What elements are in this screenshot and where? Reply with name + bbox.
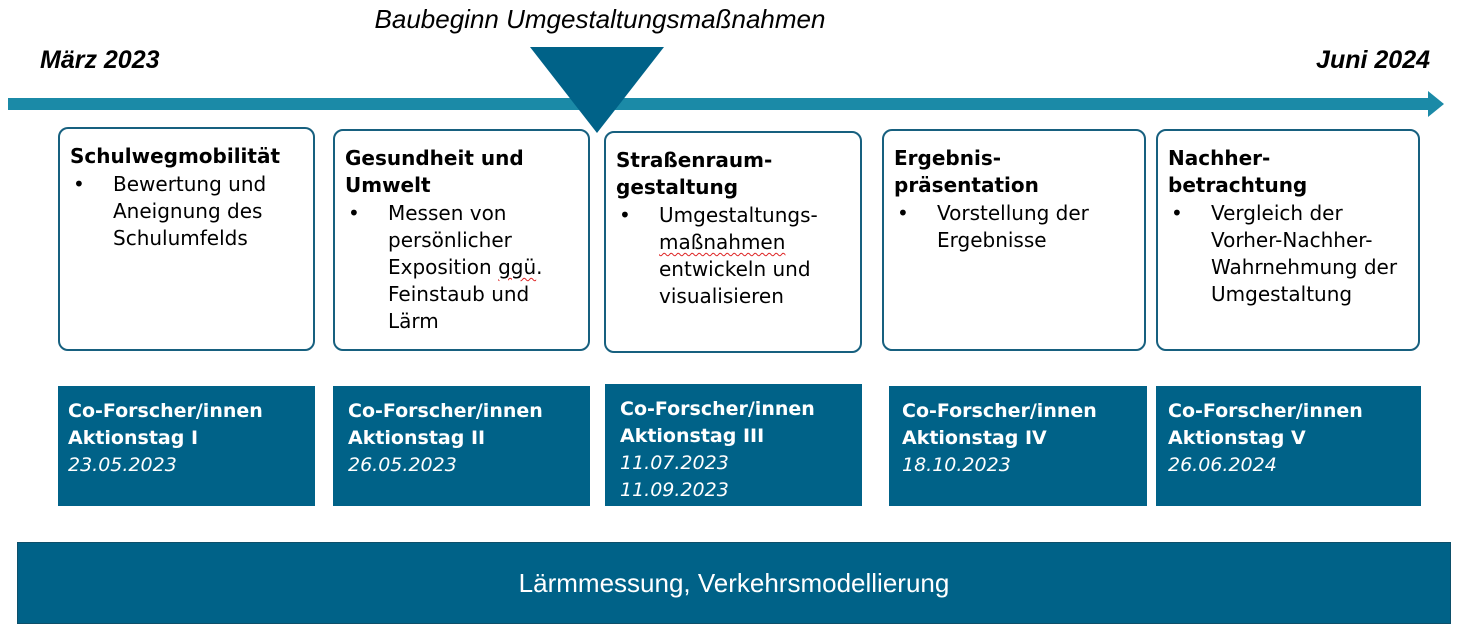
- phase-title: [616, 147, 796, 201]
- action-title-line2: Aktionstag IV: [902, 427, 1047, 449]
- action-day-box-2: [333, 386, 590, 506]
- action-title-line1: Co-Forscher/innen: [348, 400, 543, 422]
- action-day-box-5: [1156, 386, 1421, 506]
- action-title-line2: Aktionstag III: [620, 425, 765, 447]
- phase-title-text: Ergebnis-präsentation: [894, 146, 1039, 197]
- bullet-text-part: Messen von persönlicher Exposition: [388, 201, 512, 279]
- bullet-icon: •: [348, 201, 360, 225]
- phase-title-text: Straßenraum-gestaltung: [616, 148, 773, 199]
- bullet-text-part: entwickeln und visualisieren: [659, 257, 811, 308]
- action-date: 11.07.2023: [620, 452, 729, 474]
- action-title-line2: Aktionstag II: [348, 427, 486, 449]
- action-title-line1: Co-Forscher/innen: [620, 398, 815, 420]
- phase-box-2: [333, 129, 590, 351]
- phase-box-4: [882, 129, 1146, 351]
- bullet-icon: •: [1171, 201, 1183, 225]
- action-title-line1: Co-Forscher/innen: [68, 400, 263, 422]
- phase-title: [345, 145, 545, 199]
- end-date-label: Juni 2024: [1316, 46, 1430, 74]
- phase-title-text: Nachher-betrachtung: [1168, 146, 1308, 197]
- phase-bullet: [345, 200, 578, 335]
- phase-bullet-text: [659, 202, 850, 310]
- phase-title: [894, 145, 1054, 199]
- action-day-box-1: [58, 386, 315, 506]
- bullet-text-part: Umgestaltungs-: [659, 203, 818, 227]
- phase-bullet: [70, 171, 303, 252]
- phase-bullet: [894, 200, 1134, 254]
- milestone-label: Baubeginn Umgestaltungsmaßnahmen: [374, 4, 826, 34]
- phase-bullet-text: [388, 200, 578, 335]
- action-date: 23.05.2023: [68, 454, 177, 476]
- milestone-marker: [530, 47, 664, 133]
- action-date: 11.09.2023: [620, 479, 729, 501]
- action-day-box-3: [605, 384, 862, 506]
- phase-bullet-text: Bewertung und Aneignung des Schulumfelds: [113, 172, 267, 250]
- action-title-line2: Aktionstag V: [1168, 427, 1306, 449]
- action-day-box-4: [889, 386, 1147, 506]
- action-title-line2: Aktionstag I: [68, 427, 199, 449]
- phase-title: [1168, 145, 1318, 199]
- phase-box-3: [604, 131, 862, 353]
- phase-box-1: [58, 127, 315, 351]
- bottom-bar-label: Lärmmessung, Verkehrsmodellierung: [518, 567, 950, 598]
- phase-bullet-text: Vorstellung der Ergebnisse: [937, 201, 1089, 252]
- action-title-line1: Co-Forscher/innen: [902, 400, 1097, 422]
- spellcheck-underlined-word: maßnahmen: [659, 230, 786, 254]
- phase-box-5: [1156, 129, 1420, 351]
- bullet-icon: •: [619, 203, 631, 227]
- bullet-text-part: . Feinstaub und Lärm: [388, 255, 543, 333]
- phase-title-text: Gesundheit und Umwelt: [345, 146, 524, 197]
- phase-bullet: [1168, 200, 1408, 308]
- action-title-line1: Co-Forscher/innen: [1168, 400, 1363, 422]
- bullet-icon: •: [897, 201, 909, 225]
- phase-title: Schulwegmobilität: [70, 144, 281, 168]
- bullet-icon: •: [73, 172, 85, 196]
- timeline-arrow-head: [1428, 91, 1444, 117]
- action-date: 26.06.2024: [1168, 454, 1277, 476]
- phase-bullet-text: Vergleich der Vorher-Nachher-Wahrnehmung der Umgestaltung: [1211, 201, 1398, 306]
- phase-bullet: [616, 202, 850, 310]
- action-date: 18.10.2023: [902, 454, 1011, 476]
- bottom-bar: [17, 542, 1451, 624]
- spellcheck-underlined-word: ggü: [498, 255, 537, 279]
- start-date-label: März 2023: [40, 46, 160, 74]
- timeline-arrow-shaft: [8, 98, 1432, 110]
- action-date: 26.05.2023: [348, 454, 457, 476]
